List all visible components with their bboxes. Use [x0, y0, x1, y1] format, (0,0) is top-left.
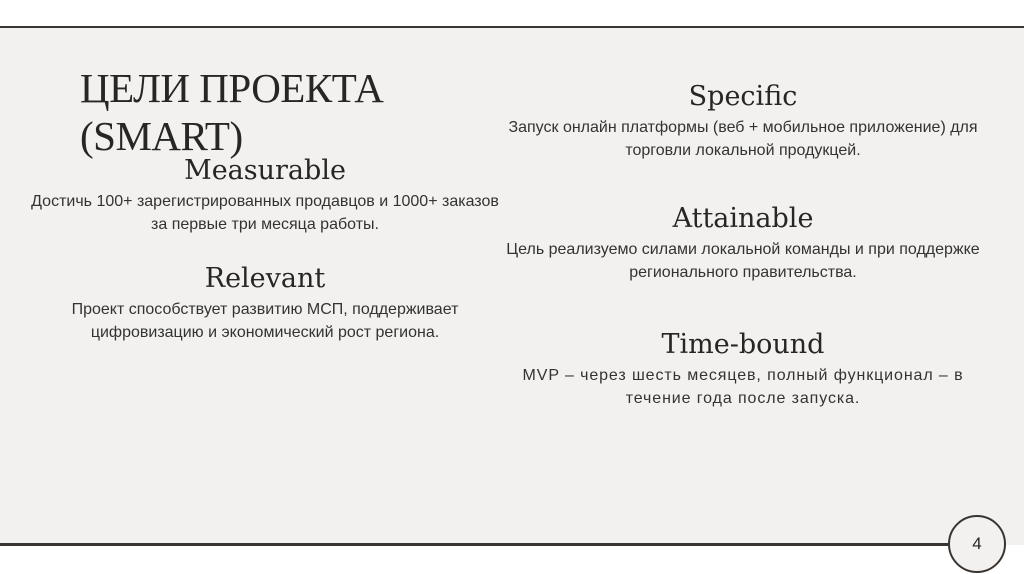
goal-description: MVP – через шесть месяцев, полный функционал – в течение года после запуска.	[522, 367, 964, 407]
goal-measurable	[30, 154, 500, 236]
goal-description: Проект способствует развитию МСП, поддерживает цифровизацию и экономический рост региона.	[71, 301, 459, 341]
goal-heading: Attainable	[672, 203, 814, 234]
goal-description: Цель реализуемо силами локальной команды и при поддержке регионального правительства.	[506, 241, 980, 281]
goal-description: Запуск онлайн платформы (веб + мобильное приложение) для торговли локальной продукцей.	[508, 119, 978, 159]
goal-relevant	[30, 262, 500, 344]
goal-heading: Relevant	[204, 263, 326, 294]
goal-time-bound	[500, 328, 986, 410]
goal-heading: Time-bound	[661, 329, 825, 360]
goal-description: Достичь 100+ зарегистрированных продавцов и 1000+ заказов за первые три месяца работы.	[31, 193, 499, 233]
page-number-badge: 4	[948, 515, 1006, 573]
slide-title: ЦЕЛИ ПРОЕКТА (SMART)	[80, 65, 384, 159]
bottom-divider	[0, 543, 948, 546]
goal-specific	[500, 80, 986, 162]
goal-heading: Specific	[688, 81, 798, 112]
goal-attainable	[500, 202, 986, 284]
goal-heading: Measurable	[184, 155, 346, 186]
